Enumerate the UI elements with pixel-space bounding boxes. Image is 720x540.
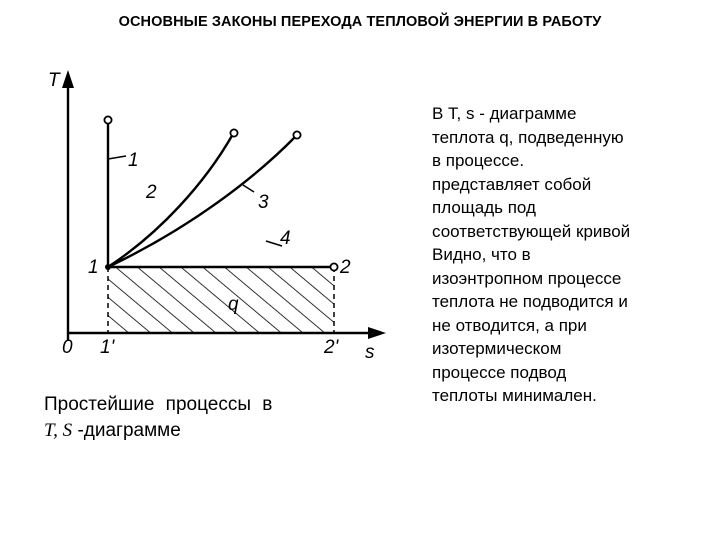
endpoint-circle: [104, 116, 111, 123]
ts-diagram: [40, 58, 400, 368]
point-label-1-prime: 1': [100, 337, 115, 358]
caption-symbols: T, S: [44, 420, 73, 441]
curve-label-4: 4: [280, 228, 291, 249]
description-line: изоэнтропном процессе: [432, 268, 622, 288]
s-axis-arrow: [368, 327, 386, 339]
leader-3: [243, 185, 254, 192]
point-label-1: 1: [88, 257, 99, 278]
description-line: в процессе.: [432, 151, 525, 170]
point-label-2: 2: [340, 257, 351, 278]
curve-label-2: 2: [146, 182, 157, 203]
caption-word: Простейшие: [44, 394, 155, 415]
page-title: ОСНОВНЫЕ ЗАКОНЫ ПЕРЕХОДА ТЕПЛОВОЙ ЭНЕРГИИ В РАБОТУ: [118, 14, 602, 30]
area-label-q: q: [228, 294, 239, 315]
endpoint-circle: [293, 131, 300, 138]
curve-label-1: 1: [128, 150, 139, 171]
diagram-caption: [44, 392, 344, 444]
process-curve-2: [108, 134, 233, 267]
description-line: изотермическом: [432, 339, 562, 358]
description-line: теплота не подводится и: [432, 292, 628, 311]
description-line: теплота q, подведенную: [432, 127, 624, 147]
start-point: [105, 264, 111, 270]
description-line: процессе подвод: [432, 362, 567, 382]
description-line: соответствующей кривой: [432, 221, 631, 241]
caption-word: процессы: [165, 394, 251, 415]
description-line: площадь под: [432, 198, 536, 217]
description-line: представляет собой: [432, 174, 592, 194]
description-line: В Т, s - диаграмме: [432, 104, 577, 123]
caption-line-1: [44, 392, 344, 418]
caption-text: -диаграмме: [77, 420, 181, 441]
leader-1: [108, 156, 126, 159]
description-line: не отводится, а при: [432, 315, 587, 335]
point-label-2-prime: 2': [324, 337, 339, 358]
curve-label-3: 3: [258, 192, 269, 213]
description-line: Видно, что в: [432, 245, 531, 264]
endpoint-circle: [330, 263, 337, 270]
endpoint-circle: [230, 129, 237, 136]
description-line: теплоты минимален.: [432, 386, 597, 405]
heat-area: [108, 267, 334, 333]
description-text: [432, 102, 707, 408]
axis-label-s: s: [365, 342, 375, 363]
caption-word: в: [262, 394, 273, 415]
axis-label-t: T: [48, 70, 60, 91]
t-axis-arrow: [62, 70, 74, 88]
origin-label: 0: [62, 337, 73, 358]
caption-line-2: [44, 418, 344, 444]
